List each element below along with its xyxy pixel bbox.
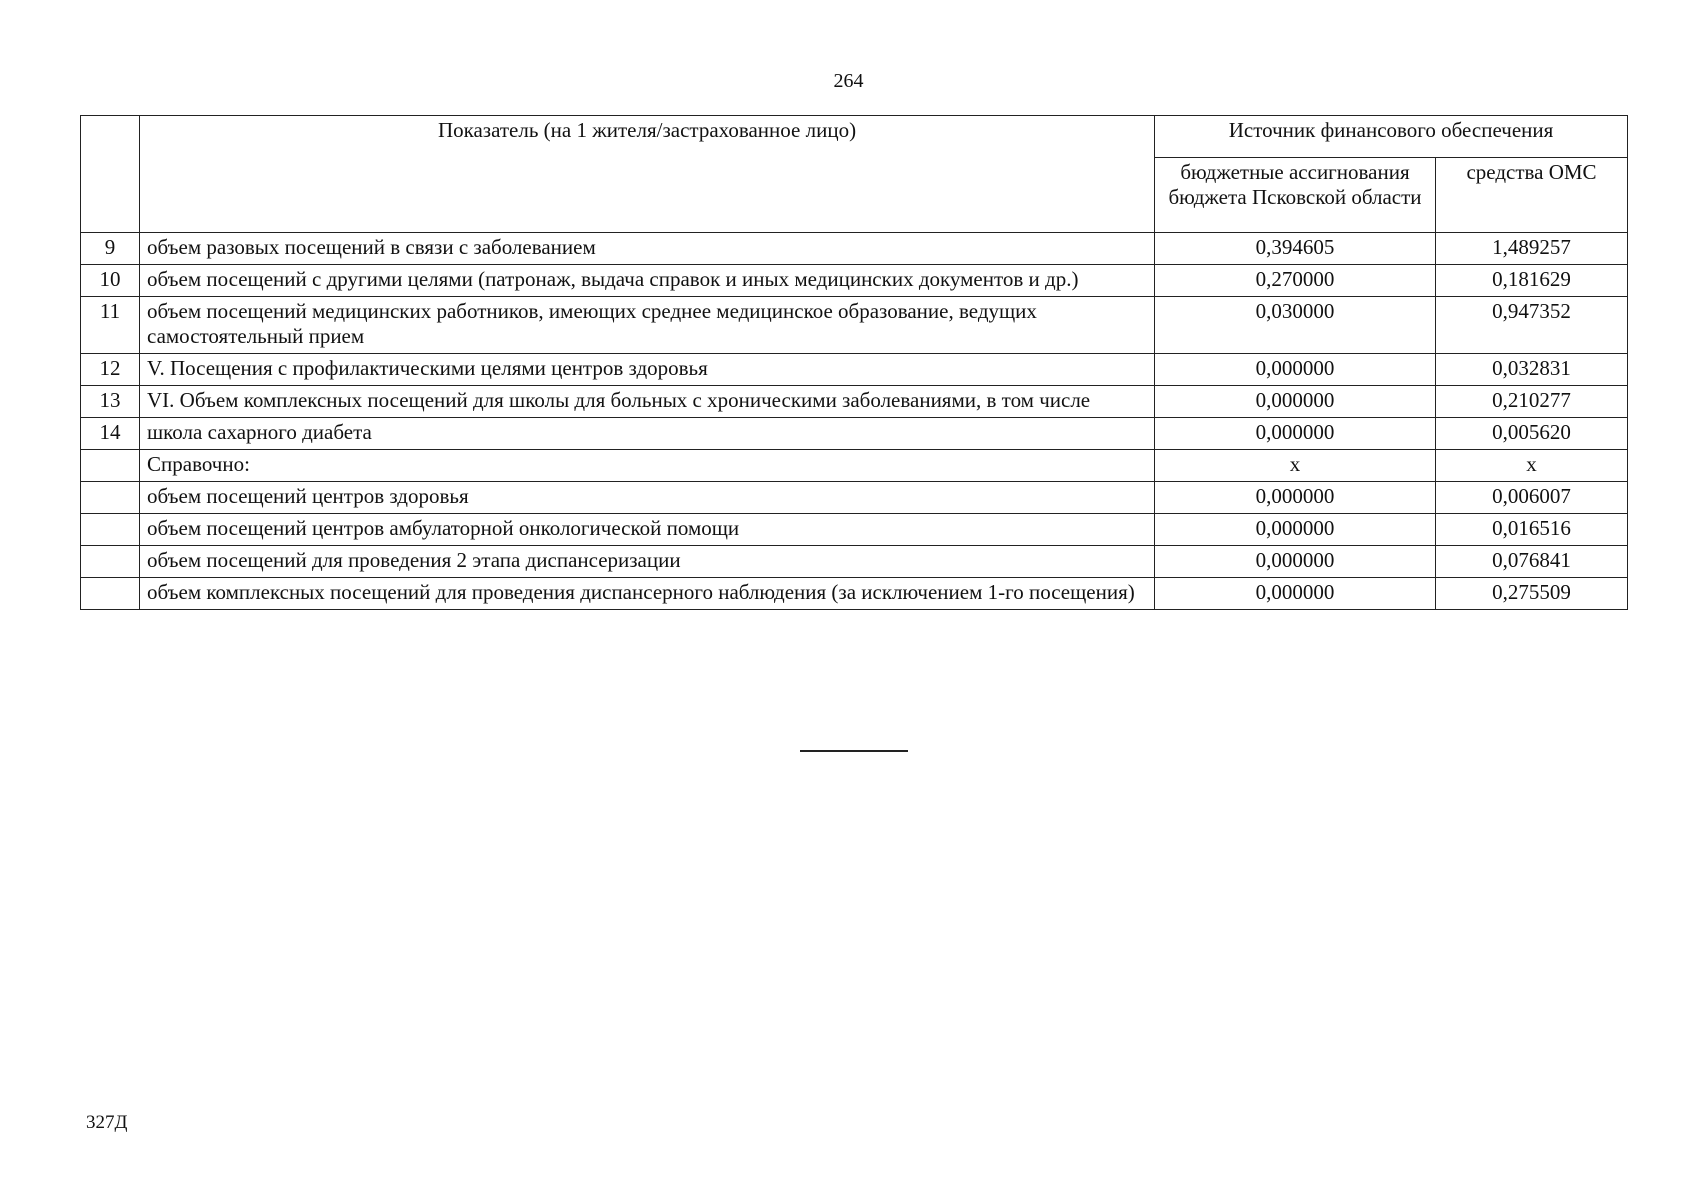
row-budget-value: 0,394605 [1155,233,1436,265]
table-row [81,233,1628,265]
row-number [81,514,140,546]
row-budget-value: 0,000000 [1155,546,1436,578]
row-oms-value: 0,032831 [1436,354,1628,386]
row-label: школа сахарного диабета [140,418,1155,450]
row-oms-value: 0,947352 [1436,297,1628,354]
row-oms-value: 0,076841 [1436,546,1628,578]
row-number [81,578,140,610]
row-label: VI. Объем комплексных посещений для школы для больных с хроническими заболеваниями, в том числе [140,386,1155,418]
table-row [81,386,1628,418]
row-oms-value: 0,210277 [1436,386,1628,418]
row-number: 11 [81,297,140,354]
row-number: 10 [81,265,140,297]
row-budget-value: 0,270000 [1155,265,1436,297]
row-budget-value: х [1155,450,1436,482]
footer-code: 327Д [86,1112,128,1133]
row-label: объем комплексных посещений для проведения диспансерного наблюдения (за исключением 1-го посещения) [140,578,1155,610]
row-budget-value: 0,000000 [1155,482,1436,514]
header-num-cell [81,116,140,233]
row-number: 9 [81,233,140,265]
row-label: объем разовых посещений в связи с заболеванием [140,233,1155,265]
row-oms-value: х [1436,450,1628,482]
table-row [81,450,1628,482]
indicators-table [80,115,1628,610]
row-oms-value: 0,016516 [1436,514,1628,546]
row-label: объем посещений для проведения 2 этапа диспансеризации [140,546,1155,578]
footer-divider [800,750,908,752]
row-label: объем посещений центров здоровья [140,482,1155,514]
row-number [81,450,140,482]
row-oms-value: 0,181629 [1436,265,1628,297]
table-row [81,418,1628,450]
header-oms: средства ОМС [1436,158,1628,233]
row-number [81,546,140,578]
row-label: объем посещений центров амбулаторной онкологической помощи [140,514,1155,546]
page-number: 264 [833,70,864,92]
row-number: 13 [81,386,140,418]
row-label: Справочно: [140,450,1155,482]
row-budget-value: 0,000000 [1155,578,1436,610]
table-row [81,265,1628,297]
header-indicator: Показатель (на 1 жителя/застрахованное лицо) [140,116,1155,233]
row-label: объем посещений медицинских работников, имеющих среднее медицинское образование, ведущих самостоятельный прием [140,297,1155,354]
table-row [81,514,1628,546]
row-label: объем посещений с другими целями (патронаж, выдача справок и иных медицинских документов и др.) [140,265,1155,297]
row-label: V. Посещения с профилактическими целями центров здоровья [140,354,1155,386]
table-row [81,354,1628,386]
row-number: 12 [81,354,140,386]
row-budget-value: 0,000000 [1155,418,1436,450]
row-budget-value: 0,000000 [1155,386,1436,418]
table-row [81,546,1628,578]
table-row [81,578,1628,610]
row-budget-value: 0,000000 [1155,354,1436,386]
row-oms-value: 0,005620 [1436,418,1628,450]
header-source: Источник финансового обеспечения [1155,116,1628,158]
row-budget-value: 0,030000 [1155,297,1436,354]
header-budget: бюджетные ассигнования бюджета Псковской области [1155,158,1436,233]
row-budget-value: 0,000000 [1155,514,1436,546]
row-oms-value: 0,006007 [1436,482,1628,514]
table-header-row [81,116,1628,158]
table-row [81,297,1628,354]
row-oms-value: 0,275509 [1436,578,1628,610]
row-number: 14 [81,418,140,450]
row-oms-value: 1,489257 [1436,233,1628,265]
row-number [81,482,140,514]
table-row [81,482,1628,514]
